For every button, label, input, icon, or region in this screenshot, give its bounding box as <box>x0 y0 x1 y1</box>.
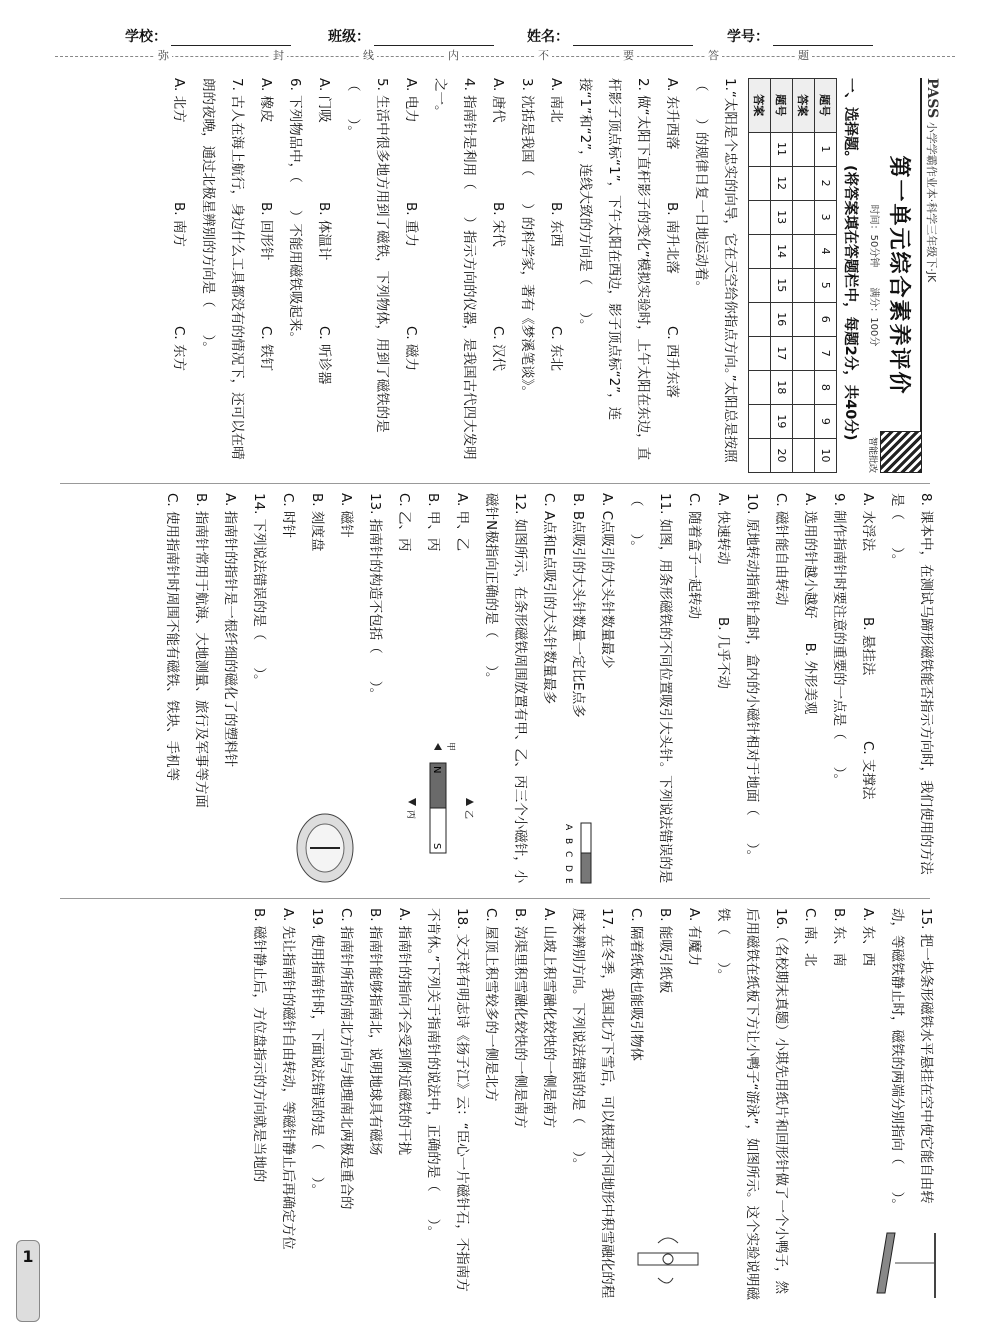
answer-cell[interactable] <box>793 438 815 472</box>
option[interactable]: B. 宋代 <box>490 202 506 247</box>
answer-cell[interactable] <box>793 370 815 404</box>
seal-char: 题 <box>795 47 812 63</box>
needle-bing-label: 丙 <box>405 810 415 820</box>
q16-options <box>621 908 708 1223</box>
question-15: 15. 把一块条形磁铁水平悬挂在空中使它能自由转动，等磁铁静止时，磁铁的两端分别指向（ ）。 <box>889 908 934 1212</box>
option[interactable]: C. 隔着纸板也能吸引物体 <box>628 908 644 1062</box>
name-field[interactable] <box>527 26 693 46</box>
option[interactable]: C. 汉代 <box>490 326 506 372</box>
q15-text <box>795 908 940 1223</box>
magnet-n-label: N <box>431 766 442 774</box>
option[interactable]: C. 指南针所指的南北方向与地理南北两极是重合的 <box>338 908 354 1210</box>
options-8 <box>853 493 882 888</box>
column-2 <box>40 493 940 888</box>
qnum: 11 <box>771 132 793 166</box>
qnum: 10 <box>815 438 837 472</box>
qnum: 7 <box>815 336 837 370</box>
option[interactable]: C. A点和E点吸引的大头针数量最多 <box>541 493 557 705</box>
qnum: 9 <box>815 404 837 438</box>
q11-block <box>534 493 621 888</box>
qnum: 17 <box>771 336 793 370</box>
qnum: 6 <box>815 302 837 336</box>
column-3 <box>40 908 940 1303</box>
brand-logo: PASS <box>924 78 940 119</box>
seal-char: 内 <box>445 47 462 63</box>
option[interactable]: C. 支撑法 <box>860 741 876 800</box>
options-5 <box>309 78 338 473</box>
option[interactable]: A. 东、西 <box>860 908 876 967</box>
qnum: 8 <box>815 370 837 404</box>
student-id-label: 学号： <box>727 29 769 45</box>
question-16: 16.（名校期末真题）小琪先用纸片和回形针做了一个小鸭子，然后用磁铁在纸板下方让小鸭子“游泳”，如图所示。这个实验说明磁铁（ ）。 <box>715 908 789 1300</box>
qnum: 19 <box>771 404 793 438</box>
point-e-label: E <box>563 878 573 884</box>
answer-cell[interactable] <box>749 302 771 336</box>
options-2 <box>541 78 570 473</box>
seal-char: 线 <box>360 47 377 63</box>
options-4 <box>396 78 425 473</box>
a-label: 答案 <box>749 79 771 133</box>
question-8: 8. 课本中，在测试马蹄形磁铁能否指示方向时，我们使用的方法是（ ）。 <box>889 493 934 875</box>
bar-magnet-figure <box>551 818 621 888</box>
needle-bing <box>408 798 416 806</box>
q15-block <box>795 908 940 1303</box>
option[interactable]: A. 北方 <box>171 78 187 123</box>
option[interactable]: B. 磁针静止后，方位盘指示的方向就是当地的 <box>251 908 267 1183</box>
options-1 <box>657 78 686 473</box>
column-1 <box>40 78 940 473</box>
answer-cell[interactable] <box>793 234 815 268</box>
page-number-text: 1 <box>22 1247 34 1266</box>
page-title: 第一单元综合素养评价 <box>886 155 911 396</box>
qnum: 13 <box>771 200 793 234</box>
qr-code[interactable] <box>880 431 922 473</box>
class-label: 班级： <box>328 29 370 45</box>
option[interactable]: C. 磁力 <box>403 326 419 372</box>
option[interactable]: B. 外形美观 <box>802 642 818 715</box>
point-d-label: D <box>563 865 573 872</box>
question-3: 3. 沈括是我国（ ）的科学家，著有《梦溪笔谈》。 <box>519 78 535 399</box>
option[interactable]: A. 快速转动 <box>715 493 731 565</box>
option[interactable]: A. C点吸引的大头针数量最少 <box>599 493 615 669</box>
option[interactable]: B. 甲、丙 <box>425 493 441 552</box>
brand-text: 小学学霸作业本·科学三年级下·JK <box>925 121 938 283</box>
option[interactable]: B. 几乎不动 <box>715 617 731 689</box>
question-13: 13. 指南针的构造不包括（ ）。 <box>367 493 383 702</box>
qnum: 2 <box>815 166 837 200</box>
answer-cell[interactable] <box>793 200 815 234</box>
answer-cell[interactable] <box>749 404 771 438</box>
question-17: 17. 在冬季，我国北方下雪后，可以根据不同地形中积雪融化的程度来辨别方向。下列说法错误的是（ ）。 <box>570 908 615 1299</box>
qnum: 4 <box>815 234 837 268</box>
option[interactable]: A. 唐代 <box>490 78 506 123</box>
page-number <box>16 1240 40 1322</box>
question-12: 12. 如图所示，在条形磁铁周围放置有甲、乙、丙三个小磁针，小磁针N极指向正确的是（ ）。 <box>483 493 528 884</box>
answer-cell[interactable] <box>793 404 815 438</box>
seal-char: 封 <box>270 47 287 63</box>
point-c-label: C <box>563 851 573 858</box>
option[interactable]: B. 悬挂法 <box>860 617 876 676</box>
bar-magnet <box>877 1233 895 1293</box>
a-label: 答案 <box>793 79 815 133</box>
q-label: 题号 <box>815 79 837 133</box>
option[interactable]: B. 东西 <box>548 202 564 247</box>
answer-cell[interactable] <box>793 166 815 200</box>
question-1: 1.“太阳是个忠实的向导，它在天空给你指点方向。”太阳总是按照（ ）的规律日复一日地运动着。 <box>693 78 738 463</box>
option[interactable]: B. 南方 <box>171 202 187 247</box>
options-9b <box>766 493 795 888</box>
option[interactable]: A. 水浮法 <box>860 493 876 552</box>
option[interactable]: C. 听诊器 <box>316 326 332 385</box>
name-label: 姓名： <box>527 29 569 45</box>
question-10: 10. 原地转动指南针盒时，盒内的小磁针相对于地面（ ）。 <box>744 493 760 864</box>
question-5: 5. 生活中很多地方用到了磁铁，下列物体，用到了磁铁的是（ ）。 <box>345 78 390 433</box>
q12-options <box>389 493 476 738</box>
option[interactable]: A. 山坡上积雪融化较快的一侧是南方 <box>541 908 557 1129</box>
option[interactable]: C. 时针 <box>280 493 296 539</box>
paper-duck-figure <box>628 1223 708 1303</box>
seal-char: 弥 <box>155 47 172 63</box>
question-19: 19. 使用指南针时，下面说法错误的是（ ）。 <box>309 908 325 1198</box>
option[interactable]: B. B点吸引的大头针数量一定比E点多 <box>570 493 586 718</box>
section-heading: 一、选择题。(将答案填在答题栏中，每题2分，共40分) <box>842 78 858 441</box>
answer-cell[interactable] <box>793 268 815 302</box>
question-2: 2. 做“太阳下直杆影子的变化”模拟实验时，上午太阳在东边，直杆影子顶点标“1”，下午太阳在西边，影子顶点标“2”，连接“1”和“2”，连线大致的方向是（ ）。 <box>577 78 651 461</box>
exam-meta <box>868 78 883 473</box>
answer-cell[interactable] <box>749 268 771 302</box>
qnum: 14 <box>771 234 793 268</box>
answer-cell[interactable] <box>749 200 771 234</box>
answer-table <box>748 78 837 473</box>
option[interactable]: B. 体温计 <box>316 202 332 261</box>
option[interactable]: C. 随着盒子一起转动 <box>686 493 702 620</box>
option[interactable]: C. 屋顶上积雪较多的一侧是北方 <box>483 908 499 1102</box>
answer-cell[interactable] <box>793 336 815 370</box>
answer-cell[interactable] <box>749 166 771 200</box>
qnum: 18 <box>771 370 793 404</box>
options-7 <box>164 78 193 473</box>
compass-needles-figure <box>396 738 476 888</box>
option[interactable]: C. 磁针能自由转动 <box>773 493 789 606</box>
option[interactable]: B. 东、南 <box>831 908 847 967</box>
answer-cell[interactable] <box>749 336 771 370</box>
question-6: 6. 下列物品中，（ ）不能用磁铁吸起来。 <box>287 78 303 345</box>
option[interactable]: A. 指南针的指向不会受到附近磁铁的干扰 <box>396 908 412 1156</box>
option[interactable]: A. 先让指南针的磁针自由转动，等磁针静止后再确定方位 <box>280 908 296 1250</box>
qnum: 15 <box>771 268 793 302</box>
question-14: 14. 下列说法错误的是（ ）。 <box>251 493 267 688</box>
options-3 <box>483 78 512 473</box>
option[interactable]: C. 使用指南针时周围不能有磁铁、铁块、手机等 <box>164 493 180 782</box>
q13-options <box>273 493 360 808</box>
option[interactable]: A. 门吸 <box>316 78 332 123</box>
answer-cell[interactable] <box>749 370 771 404</box>
hanging-magnet-figure <box>850 1223 940 1303</box>
option[interactable]: A. 指南针的指针是一根纤细的磁化了的塑料针 <box>222 493 238 768</box>
column-divider <box>60 483 930 484</box>
option[interactable]: C. 南、北 <box>802 908 818 967</box>
full-score: 满分：100分 <box>868 287 879 347</box>
school-field[interactable] <box>125 26 291 46</box>
option[interactable]: A. 南北 <box>548 78 564 123</box>
answer-cell[interactable] <box>793 302 815 336</box>
option[interactable]: B. 重力 <box>403 202 419 247</box>
answer-cell[interactable] <box>749 234 771 268</box>
option[interactable]: A. 甲、乙 <box>454 493 470 552</box>
brand-bar <box>920 78 940 473</box>
option[interactable]: B. 指南针常用于航海、大地测量、旅行及军事等方面 <box>193 493 209 808</box>
duck <box>663 1254 673 1264</box>
options-9 <box>795 493 824 888</box>
options-10b <box>679 493 708 888</box>
column-divider <box>60 898 930 899</box>
needle-jia <box>434 743 442 750</box>
q13-block <box>273 493 360 888</box>
option[interactable]: B. 回形针 <box>258 202 274 261</box>
option[interactable]: B. 刻度盘 <box>309 493 325 552</box>
option[interactable]: C. 铁钉 <box>258 326 274 372</box>
option[interactable]: A. 磁针 <box>338 493 354 538</box>
student-id-field[interactable] <box>727 26 873 46</box>
option[interactable]: C. 乙、丙 <box>396 493 412 552</box>
options-6 <box>251 78 280 473</box>
qr-caption: 智能批改 <box>867 436 877 473</box>
qnum: 1 <box>815 132 837 166</box>
qnum: 3 <box>815 200 837 234</box>
time-limit: 时间：50分钟 <box>868 204 879 268</box>
option[interactable]: C. 东方 <box>171 326 187 372</box>
answer-cell[interactable] <box>793 132 815 166</box>
question-7: 7. 古人在海上航行，身边什么工具都没有的情况下，还可以在晴朗的夜晚，通过北极星辨别的方向是（ ）。 <box>200 78 245 460</box>
qnum: 20 <box>771 438 793 472</box>
seal-char: 答 <box>705 47 722 63</box>
needle-jia-label: 甲 <box>445 742 455 752</box>
page-header <box>0 0 991 58</box>
option[interactable]: B. 沟渠里积雪融化较快的一侧是南方 <box>512 908 528 1129</box>
answer-cell[interactable] <box>749 132 771 166</box>
option[interactable]: B. 指南针能够指南北，说明地球具有磁场 <box>367 908 383 1156</box>
rotated-page-body <box>40 78 940 1308</box>
qnum: 5 <box>815 268 837 302</box>
q12-block <box>389 493 476 888</box>
point-b-label: B <box>563 838 573 845</box>
compass-image <box>290 808 360 888</box>
q-label: 题号 <box>771 79 793 133</box>
option[interactable]: A. 橡皮 <box>258 78 274 123</box>
seal-char: 不 <box>535 47 552 63</box>
option[interactable]: A. 有魔力 <box>686 908 702 967</box>
q11-options <box>534 493 621 818</box>
class-field[interactable] <box>328 26 494 46</box>
magnet-right <box>581 853 591 883</box>
option[interactable]: B. 南升北落 <box>664 202 680 274</box>
qnum: 16 <box>771 302 793 336</box>
answer-cell[interactable] <box>749 438 771 472</box>
seal-line <box>55 49 955 71</box>
option[interactable]: C. 东北 <box>548 326 564 372</box>
option[interactable]: B. 能吸引纸板 <box>657 908 673 994</box>
needle-yi <box>466 798 474 806</box>
question-11: 11. 如图，用条形磁铁的不同位置吸引大头针。下列说法错误的是（ ）。 <box>628 493 673 884</box>
option[interactable]: A. 电力 <box>403 78 419 123</box>
needle-yi-label: 乙 <box>463 810 473 820</box>
point-a-label: A <box>563 824 573 831</box>
question-18: 18. 文天祥有明志诗《扬子江》云：“臣心一片磁针石，不指南方不肯休。”下列关于指南针的说法中，正确的是（ ）。 <box>425 908 470 1292</box>
question-9: 9. 制作指南针时要注意的重要的一点是（ ）。 <box>831 493 847 787</box>
option[interactable]: A. 东升西落 <box>664 78 680 150</box>
question-4: 4. 指南针是利用（ ）指示方向的仪器，是我国古代四大发明之一。 <box>432 78 477 460</box>
q16-block <box>621 908 708 1303</box>
qnum: 12 <box>771 166 793 200</box>
options-10 <box>708 493 737 888</box>
seal-char: 要 <box>620 47 637 63</box>
magnet-s-label: S <box>431 843 442 850</box>
option[interactable]: A. 选用的针越小越好 <box>802 493 818 619</box>
option[interactable]: C. 西升东落 <box>664 326 680 399</box>
school-label: 学校： <box>125 29 167 45</box>
